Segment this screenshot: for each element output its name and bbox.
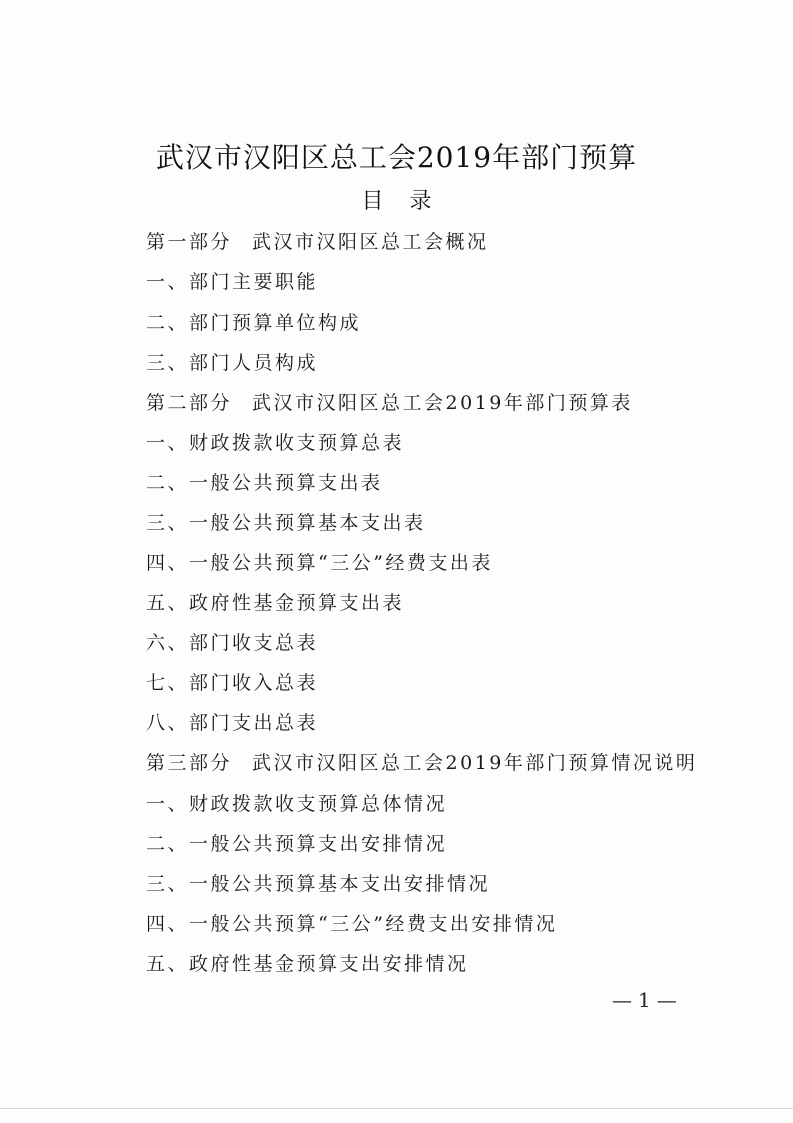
- scan-edge-divider: [0, 1108, 793, 1109]
- toc-item: 三、部门人员构成: [146, 352, 319, 374]
- toc-part-heading: [146, 390, 633, 416]
- toc-part-number: 第一部分: [146, 231, 233, 253]
- toc-heading: 目录: [361, 189, 458, 214]
- toc-item: 四、一般公共预算“三公”经费支出安排情况: [146, 913, 558, 935]
- page-number: —1—: [612, 988, 683, 1012]
- toc-part-heading: [146, 229, 489, 255]
- toc-part-title: 武汉市汉阳区总工会2019年部门预算表: [252, 392, 633, 414]
- toc-item: 五、政府性基金预算支出表: [146, 592, 405, 614]
- toc-item: 一、财政拨款收支预算总表: [146, 432, 405, 454]
- toc-part-number: 第三部分: [146, 752, 233, 774]
- toc-part-number: 第二部分: [146, 392, 233, 414]
- toc-item: 四、一般公共预算“三公”经费支出表: [146, 552, 493, 574]
- toc-item: 一、财政拨款收支预算总体情况: [146, 793, 448, 815]
- toc-item: 三、一般公共预算基本支出安排情况: [146, 873, 491, 895]
- toc-item: 八、部门支出总表: [146, 712, 319, 734]
- toc-part-title: 武汉市汉阳区总工会2019年部门预算情况说明: [252, 752, 698, 774]
- toc-item: 五、政府性基金预算支出安排情况: [146, 953, 469, 975]
- toc-part-title: 武汉市汉阳区总工会概况: [252, 231, 489, 253]
- toc-item: 一、部门主要职能: [146, 271, 319, 293]
- toc-item: 六、部门收支总表: [146, 632, 319, 654]
- toc-item: 二、一般公共预算支出表: [146, 472, 383, 494]
- document-title: 武汉市汉阳区总工会2019年部门预算: [155, 141, 638, 174]
- toc-item: 二、一般公共预算支出安排情况: [146, 833, 448, 855]
- toc-item: 七、部门收入总表: [146, 672, 319, 694]
- toc-item: 三、一般公共预算基本支出表: [146, 512, 426, 534]
- toc-item: 二、部门预算单位构成: [146, 312, 362, 334]
- toc-part-heading: [146, 750, 697, 776]
